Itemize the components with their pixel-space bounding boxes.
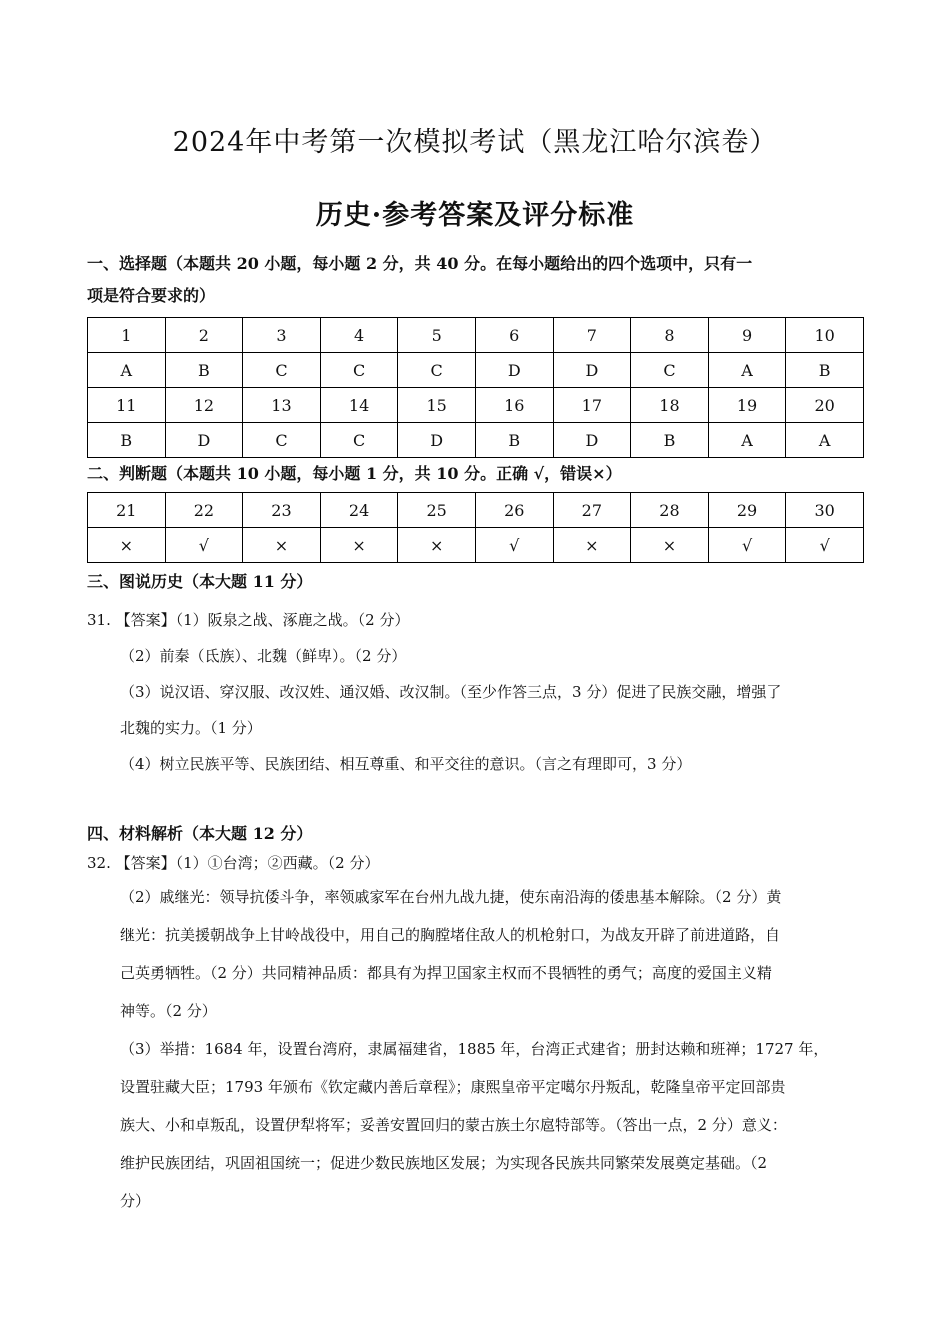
table-cell: 30 xyxy=(786,493,864,528)
table-cell: 7 xyxy=(553,318,631,353)
table-cell: 18 xyxy=(631,388,709,423)
table-cell: B xyxy=(786,353,864,388)
table-cell: B xyxy=(88,423,166,458)
table-cell: B xyxy=(631,423,709,458)
section1-heading-line1: 一、选择题（本题共 20 小题，每小题 2 分，共 40 分。在每小题给出的四个选项中，只有一 xyxy=(87,254,753,273)
q32-line: 维护民族团结，巩固祖国统一；促进少数民族地区发展；为实现各民族共同繁荣发展奠定基础。（2 xyxy=(120,1154,768,1172)
table-cell: 20 xyxy=(786,388,864,423)
choice-answer-table xyxy=(87,317,864,458)
table-cell: 9 xyxy=(708,318,786,353)
table-cell: × xyxy=(553,528,631,563)
table-cell: 21 xyxy=(88,493,166,528)
table-cell: C xyxy=(631,353,709,388)
table-cell: D xyxy=(475,353,553,388)
table-cell: 2 xyxy=(165,318,243,353)
table-cell: × xyxy=(88,528,166,563)
q32-line: 分） xyxy=(120,1192,151,1210)
table-cell: 22 xyxy=(165,493,243,528)
q31-line: 北魏的实力。（1 分） xyxy=(120,719,262,737)
q32-line: （3）举措：1684 年，设置台湾府，隶属福建省，1885 年，台湾正式建省；册封达赖和班禅；1727 年， xyxy=(120,1040,829,1058)
table-cell: × xyxy=(320,528,398,563)
table-row xyxy=(88,353,864,388)
q31-line: （2）前秦（氐族）、北魏（鲜卑）。（2 分） xyxy=(120,647,407,665)
q32-line: 32. 【答案】（1）①台湾；②西藏。（2 分） xyxy=(87,854,380,872)
table-cell: 1 xyxy=(88,318,166,353)
document-subtitle: 历史·参考答案及评分标准 xyxy=(315,200,635,231)
question-32-answer xyxy=(87,848,847,1220)
table-cell: 15 xyxy=(398,388,476,423)
q31-line: 31. 【答案】（1）阪泉之战、涿鹿之战。（2 分） xyxy=(87,611,410,629)
table-cell: 26 xyxy=(475,493,553,528)
table-cell: 23 xyxy=(243,493,321,528)
q32-line: 继光：抗美援朝战争上甘岭战役中，用自己的胸膛堵住敌人的机枪射口，为战友开辟了前进道路，自 xyxy=(120,926,781,944)
table-cell: C xyxy=(398,353,476,388)
document-title: 2024年中考第一次模拟考试（黑龙江哈尔滨卷） xyxy=(172,127,778,158)
table-cell: C xyxy=(320,423,398,458)
table-cell: √ xyxy=(475,528,553,563)
table-cell: 27 xyxy=(553,493,631,528)
table-cell: A xyxy=(88,353,166,388)
table-row xyxy=(88,423,864,458)
section3-heading: 三、图说历史（本大题 11 分） xyxy=(87,572,313,591)
table-cell: 16 xyxy=(475,388,553,423)
q31-line: （4）树立民族平等、民族团结、相互尊重、和平交往的意识。（言之有理即可，3 分） xyxy=(120,755,692,773)
table-cell: C xyxy=(243,353,321,388)
table-row xyxy=(88,388,864,423)
table-cell: 3 xyxy=(243,318,321,353)
table-row xyxy=(88,528,864,563)
q32-line: 设置驻藏大臣；1793 年颁布《钦定藏内善后章程》；康熙皇帝平定噶尔丹叛乱，乾隆皇帝平定回部贵 xyxy=(120,1078,786,1096)
table-cell: × xyxy=(398,528,476,563)
table-cell: 24 xyxy=(320,493,398,528)
judgment-answer-table xyxy=(87,492,864,563)
table-cell: 19 xyxy=(708,388,786,423)
section1-heading-line2: 项是符合要求的） xyxy=(87,286,216,305)
table-cell: A xyxy=(786,423,864,458)
q32-line: 神等。（2 分） xyxy=(120,1002,217,1020)
q32-line: 己英勇牺牲。（2 分）共同精神品质：都具有为捍卫国家主权而不畏牺牲的勇气；高度的爱国主义精 xyxy=(120,964,772,982)
table-cell: 4 xyxy=(320,318,398,353)
table-row xyxy=(88,493,864,528)
q32-line: （2）戚继光：领导抗倭斗争，率领戚家军在台州九战九捷，使东南沿海的倭患基本解除。（2 分）黄 xyxy=(120,888,782,906)
table-cell: 13 xyxy=(243,388,321,423)
question-31-answer xyxy=(87,602,847,782)
table-cell: D xyxy=(553,423,631,458)
table-cell: C xyxy=(243,423,321,458)
q31-line: （3）说汉语、穿汉服、改汉姓、通汉婚、改汉制。（至少作答三点，3 分）促进了民族交融，增强了 xyxy=(120,683,782,701)
table-cell: 8 xyxy=(631,318,709,353)
table-cell: D xyxy=(398,423,476,458)
table-cell: 6 xyxy=(475,318,553,353)
table-cell: D xyxy=(553,353,631,388)
table-cell: 11 xyxy=(88,388,166,423)
table-cell: 10 xyxy=(786,318,864,353)
section1-heading xyxy=(87,248,867,312)
table-cell: B xyxy=(475,423,553,458)
table-cell: 28 xyxy=(631,493,709,528)
table-cell: √ xyxy=(786,528,864,563)
table-cell: √ xyxy=(165,528,243,563)
section4-heading: 四、材料解析（本大题 12 分） xyxy=(87,824,313,843)
table-cell: × xyxy=(243,528,321,563)
table-row xyxy=(88,318,864,353)
table-cell: 25 xyxy=(398,493,476,528)
table-cell: × xyxy=(631,528,709,563)
table-cell: C xyxy=(320,353,398,388)
table-cell: 29 xyxy=(708,493,786,528)
table-cell: B xyxy=(165,353,243,388)
table-cell: √ xyxy=(708,528,786,563)
table-cell: 5 xyxy=(398,318,476,353)
section2-heading: 二、判断题（本题共 10 小题，每小题 1 分，共 10 分。正确 √，错误×） xyxy=(87,464,622,483)
table-cell: A xyxy=(708,423,786,458)
table-cell: D xyxy=(165,423,243,458)
q32-line: 族大、小和卓叛乱，设置伊犁将军；妥善安置回归的蒙古族土尔扈特部等。（答出一点，2 分）意义： xyxy=(120,1116,787,1134)
table-cell: 14 xyxy=(320,388,398,423)
table-cell: 12 xyxy=(165,388,243,423)
table-cell: 17 xyxy=(553,388,631,423)
table-cell: A xyxy=(708,353,786,388)
